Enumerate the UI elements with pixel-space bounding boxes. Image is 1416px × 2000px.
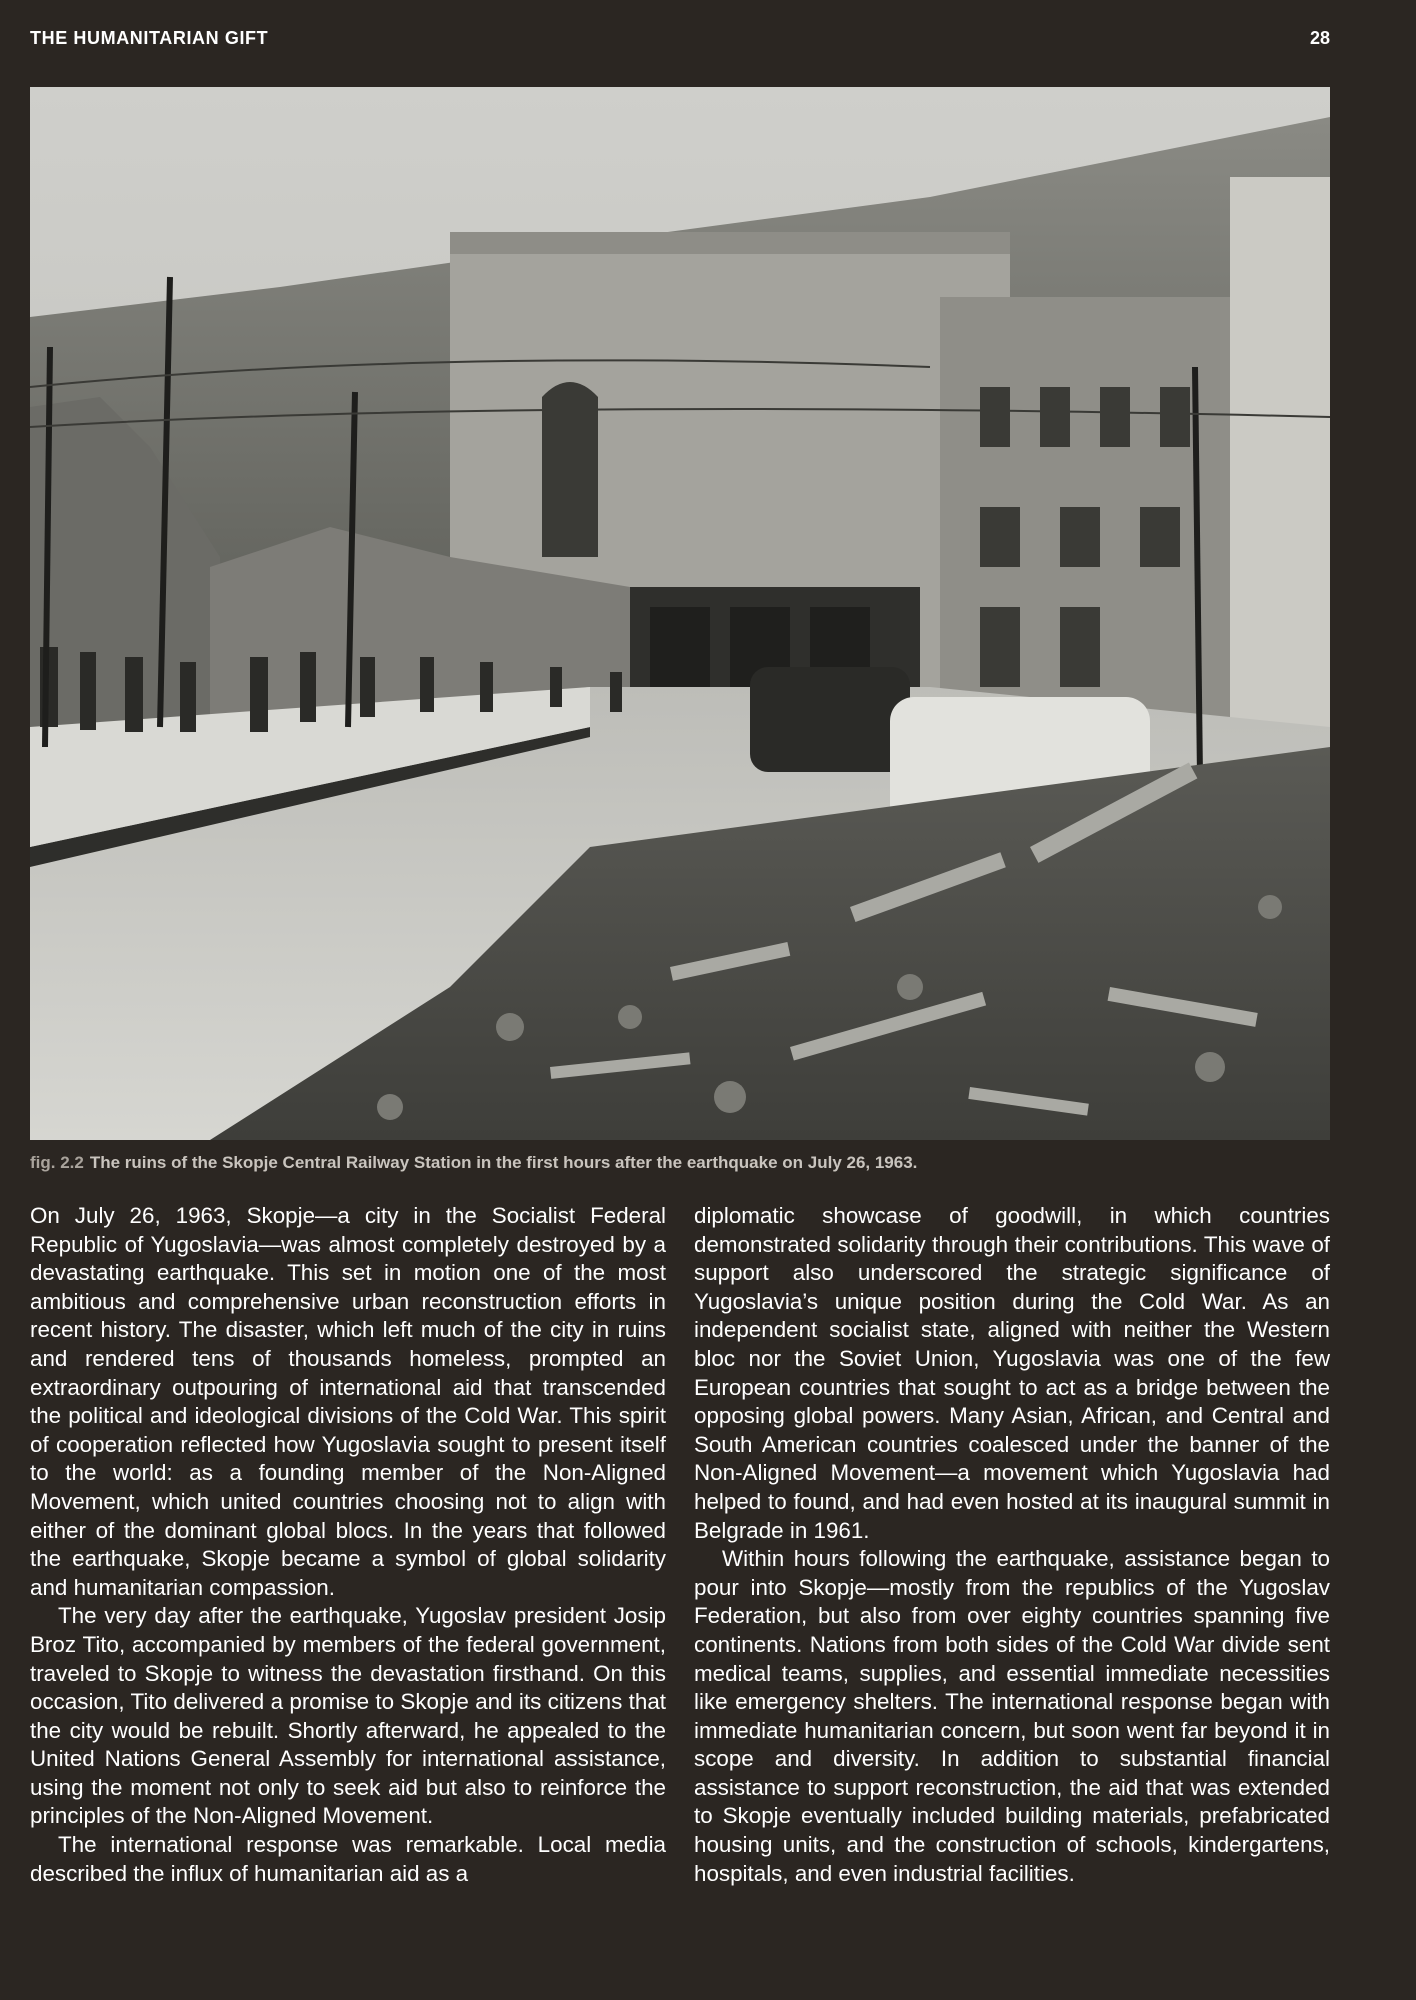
figure-caption [30, 1153, 1330, 1173]
figure-photo [30, 87, 1330, 1140]
paragraph: The international response was remarkable. Local media described the influx of humanitarian aid as a [30, 1832, 666, 1886]
running-title: THE HUMANITARIAN GIFT [30, 28, 269, 48]
paragraph: diplomatic showcase of goodwill, in which countries demonstrated solidarity through their contributions. This wave of support also underscored the strategic significance of Yugoslavia’s unique position during the Cold War. As an independent socialist state, aligned with neither the Western bloc nor the Soviet Union, Yugoslavia was one of the few European countries that sought to act as a bridge between the opposing global powers. Many Asian, African, and Central and South American countries coalesced under the banner of the Non-Aligned Movement—a movement which Yugoslavia had helped to found, and had even hosted at its inaugural summit in Belgrade in 1961. [694, 1203, 1330, 1543]
paragraph: Within hours following the earthquake, assistance began to pour into Skopje—mostly from the republics of the Yugoslav Federation, but also from over eighty countries spanning five continents. Nations from both sides of the Cold War divide sent medical teams, supplies, and essential immediate necessities like emergency shelters. The international response began with immediate humanitarian concern, but soon went far beyond it in scope and diversity. In addition to substantial financial assistance to support reconstruction, the aid that was extended to Skopje eventually included building materials, prefabricated housing units, and the construction of schools, kindergartens, hospitals, and even industrial facilities. [694, 1546, 1330, 1886]
railway-station-ruins-image [30, 87, 1330, 1140]
figure-label: fig. 2.2 [30, 1153, 84, 1172]
article-left-column [30, 1202, 666, 1888]
page-number: 28 [1309, 28, 1330, 48]
figure-caption-text: The ruins of the Skopje Central Railway Station in the first hours after the earthquake on July 26, 1963. [89, 1153, 918, 1172]
paragraph: The very day after the earthquake, Yugoslav president Josip Broz Tito, accompanied by members of the federal government, traveled to Skopje to witness the devastation firsthand. On this occasion, Tito delivered a promise to Skopje and its citizens that the city would be rebuilt. Shortly afterward, he appealed to the United Nations General Assembly for international assistance, using the moment not only to seek aid but also to reinforce the principles of the Non-Aligned Movement. [30, 1603, 666, 1829]
article-right-column [694, 1202, 1330, 1888]
paragraph: On July 26, 1963, Skopje—a city in the Socialist Federal Republic of Yugoslavia—was almost completely destroyed by a devastating earthquake. This set in motion one of the most ambitious and comprehensive urban reconstruction efforts in recent history. The disaster, which left much of the city in ruins and rendered tens of thousands homeless, prompted an extraordinary outpouring of international aid that transcended the political and ideological divisions of the Cold War. This spirit of cooperation reflected how Yugoslavia sought to present itself to the world: as a founding member of the Non-Aligned Movement, which united countries choosing not to align with either of the dominant global blocs. In the years that followed the earthquake, Skopje became a symbol of global solidarity and humanitarian compassion. [30, 1203, 666, 1600]
